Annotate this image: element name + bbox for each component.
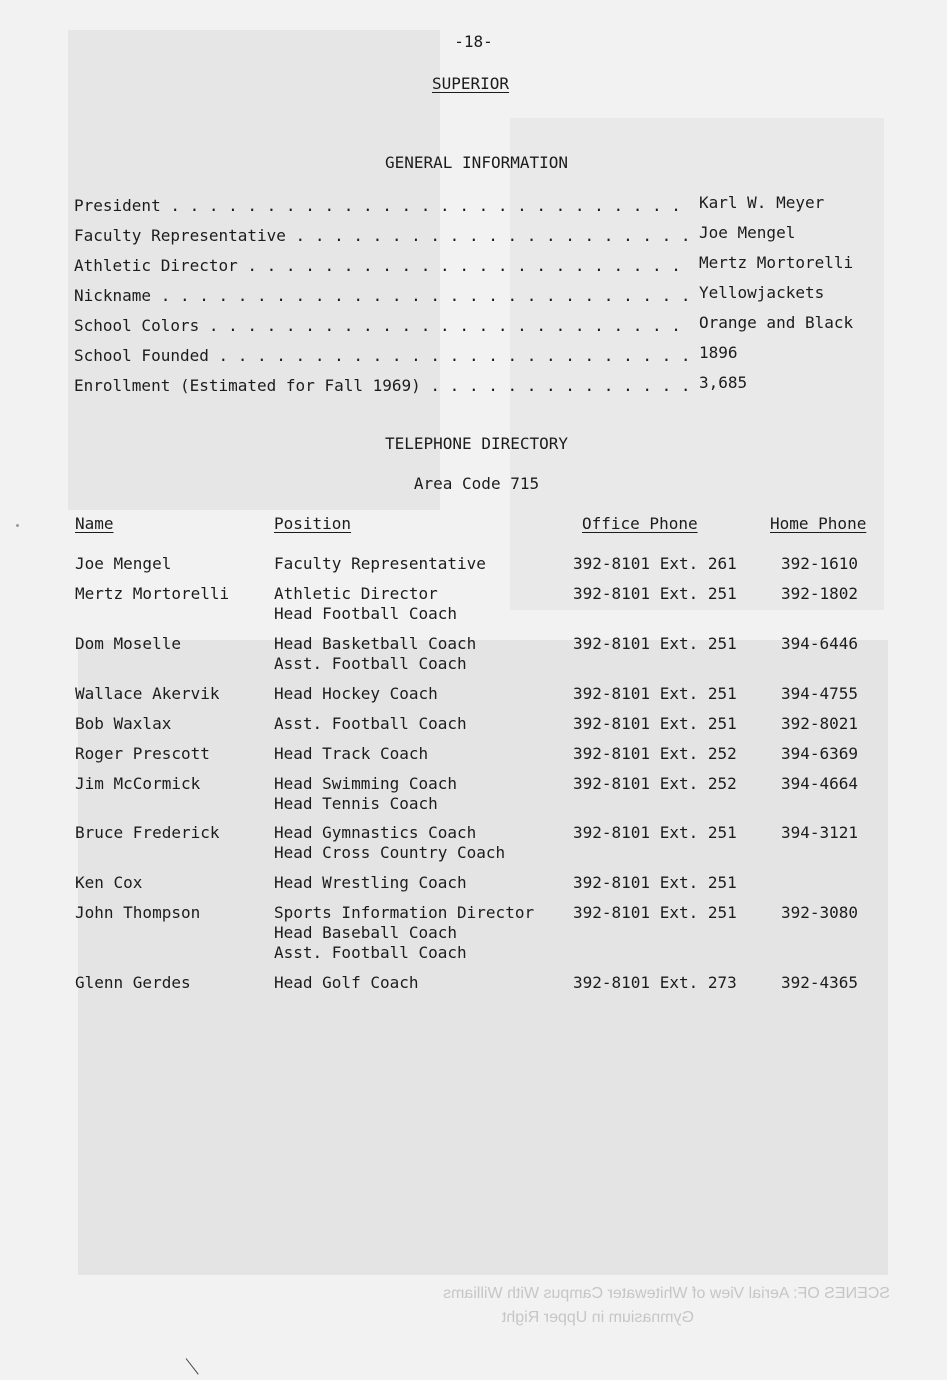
- entry-position: Head Tennis Coach: [274, 794, 438, 813]
- info-row: [74, 253, 874, 280]
- entry-positions: [274, 903, 534, 963]
- entry-name: Ken Cox: [75, 873, 143, 892]
- entry-office-phone: 392-8101 Ext. 251: [573, 873, 737, 892]
- entry-home-phone: 394-6369: [781, 744, 859, 763]
- column-header-home-phone: Home Phone: [770, 514, 867, 533]
- telephone-directory-heading: TELEPHONE DIRECTORY: [384, 434, 569, 453]
- institution-name: SUPERIOR: [431, 74, 510, 93]
- general-information-heading: GENERAL INFORMATION: [384, 153, 569, 172]
- entry-positions: [274, 873, 467, 893]
- entry-positions: [274, 823, 505, 863]
- entry-positions: [274, 584, 457, 624]
- entry-positions: [274, 634, 476, 674]
- area-code: Area Code 715: [413, 474, 540, 493]
- bleed-through-caption-line: Gymnasium in Upper Right: [501, 1309, 694, 1326]
- info-row: [74, 343, 874, 370]
- entry-positions: [274, 973, 419, 993]
- info-row: [74, 223, 874, 250]
- column-header-office-phone: Office Phone: [582, 514, 698, 533]
- bleed-through-caption-line: SCENES OF: Aerial View of Whitewater Campus With Williams: [443, 1285, 890, 1302]
- entry-name: Glenn Gerdes: [75, 973, 191, 992]
- info-value: Mertz Mortorelli: [699, 253, 854, 272]
- entry-office-phone: 392-8101 Ext. 251: [573, 903, 737, 922]
- entry-position: Faculty Representative: [274, 554, 486, 573]
- entry-office-phone: 392-8101 Ext. 251: [573, 584, 737, 603]
- info-value: Joe Mengel: [699, 223, 796, 242]
- entry-position: Head Basketball Coach: [274, 634, 477, 653]
- page-title: [0, 74, 941, 93]
- entry-position: Asst. Football Coach: [274, 714, 467, 733]
- entry-position: Head Baseball Coach: [274, 923, 458, 942]
- info-value: 1896: [699, 343, 738, 362]
- entry-office-phone: 392-8101 Ext. 251: [573, 634, 737, 653]
- entry-name: John Thompson: [75, 903, 201, 922]
- entry-position: Sports Information Director: [274, 903, 535, 922]
- entry-position: Asst. Football Coach: [274, 654, 467, 673]
- entry-name: Mertz Mortorelli: [75, 584, 230, 603]
- info-value: Yellowjackets: [699, 283, 825, 302]
- entry-office-phone: 392-8101 Ext. 252: [573, 774, 737, 793]
- entry-name: Wallace Akervik: [75, 684, 220, 703]
- entry-home-phone: 392-8021: [781, 714, 859, 733]
- info-label: Athletic Director . . .: [74, 256, 694, 275]
- info-row: [74, 373, 874, 400]
- entry-position: Head Gymnastics Coach: [274, 823, 477, 842]
- info-row: [74, 313, 874, 340]
- column-header-name: Name: [75, 514, 114, 533]
- entry-home-phone: 392-4365: [781, 973, 859, 992]
- info-label: Enrollment (Estimated for Fall 1969) . . .: [74, 376, 694, 395]
- page-number: -18-: [454, 32, 493, 51]
- column-header-position: Position: [274, 514, 352, 533]
- punch-dot-mark: [16, 524, 19, 527]
- entry-home-phone: 394-4755: [781, 684, 859, 703]
- entry-office-phone: 392-8101 Ext. 251: [573, 684, 737, 703]
- entry-position: Head Golf Coach: [274, 973, 419, 992]
- info-label: School Colors . . .: [74, 316, 694, 335]
- entry-home-phone: 394-4664: [781, 774, 859, 793]
- entry-office-phone: 392-8101 Ext. 251: [573, 714, 737, 733]
- entry-office-phone: 392-8101 Ext. 261: [573, 554, 737, 573]
- info-value: 3,685: [699, 373, 748, 392]
- entry-name: Roger Prescott: [75, 744, 210, 763]
- info-label: School Founded . . .: [74, 346, 694, 365]
- entry-position: Head Cross Country Coach: [274, 843, 506, 862]
- entry-office-phone: 392-8101 Ext. 273: [573, 973, 737, 992]
- info-label: Faculty Representative . . .: [74, 226, 694, 245]
- info-row: [74, 193, 874, 220]
- entry-office-phone: 392-8101 Ext. 251: [573, 823, 737, 842]
- entry-positions: [274, 744, 428, 764]
- entry-name: Jim McCormick: [75, 774, 201, 793]
- info-row: [74, 283, 874, 310]
- entry-name: Joe Mengel: [75, 554, 172, 573]
- entry-positions: [274, 774, 457, 814]
- entry-position: Asst. Football Coach: [274, 943, 467, 962]
- entry-office-phone: 392-8101 Ext. 252: [573, 744, 737, 763]
- entry-positions: [274, 714, 467, 734]
- info-label: President . . .: [74, 196, 694, 215]
- entry-name: Dom Moselle: [75, 634, 181, 653]
- entry-home-phone: 392-1802: [781, 584, 859, 603]
- entry-position: Head Hockey Coach: [274, 684, 438, 703]
- entry-name: Bob Waxlax: [75, 714, 172, 733]
- entry-position: Head Wrestling Coach: [274, 873, 467, 892]
- entry-home-phone: 392-3080: [781, 903, 859, 922]
- pen-mark: [186, 1358, 199, 1374]
- entry-name: Bruce Frederick: [75, 823, 220, 842]
- info-value: Orange and Black: [699, 313, 854, 332]
- entry-position: Head Swimming Coach: [274, 774, 458, 793]
- entry-positions: [274, 684, 438, 704]
- entry-home-phone: 394-3121: [781, 823, 859, 842]
- entry-position: Athletic Director: [274, 584, 438, 603]
- entry-position: Head Track Coach: [274, 744, 429, 763]
- entry-position: Head Football Coach: [274, 604, 458, 623]
- info-label: Nickname . . .: [74, 286, 694, 305]
- info-value: Karl W. Meyer: [699, 193, 825, 212]
- entry-positions: [274, 554, 486, 574]
- entry-home-phone: 392-1610: [781, 554, 859, 573]
- entry-home-phone: 394-6446: [781, 634, 859, 653]
